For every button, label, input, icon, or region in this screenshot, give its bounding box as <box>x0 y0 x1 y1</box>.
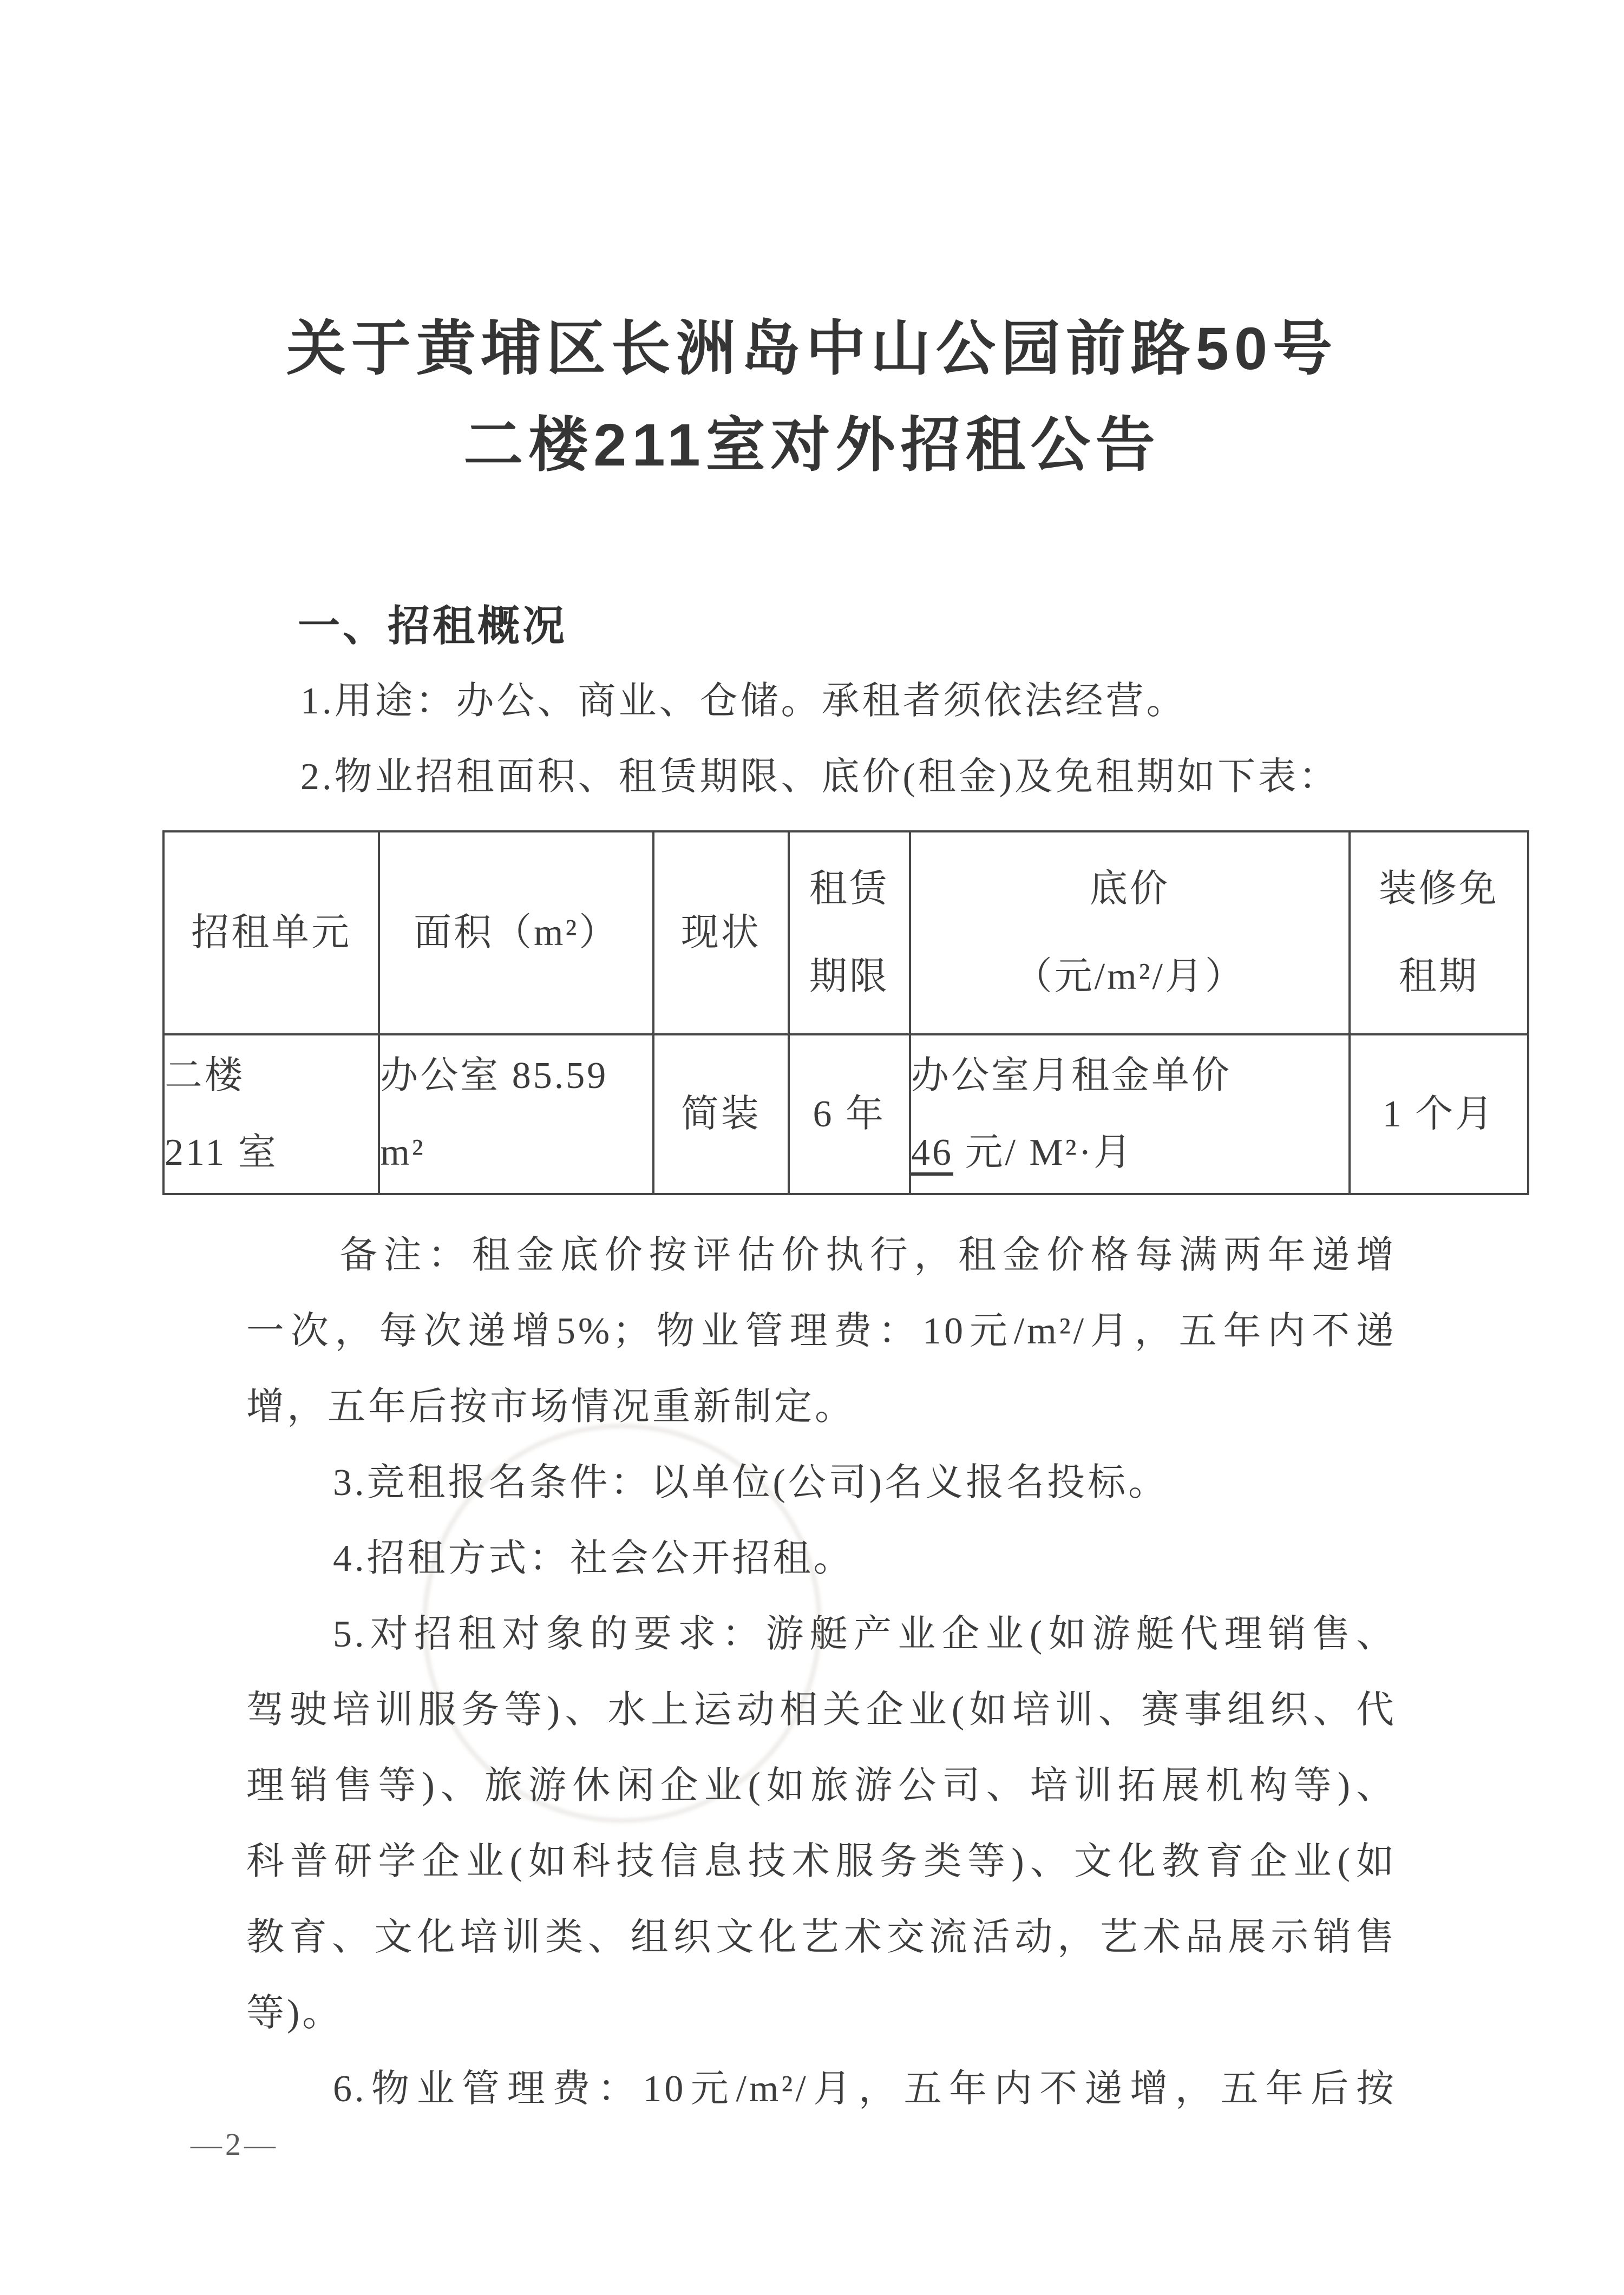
text-line: 6.物业管理费：10元/m²/月，五年内不递增，五年后按 <box>333 2068 1397 2110</box>
cell-area <box>379 1034 653 1194</box>
text-line: 1.用途：办公、商业、仓储。承租者须依法经营。 <box>300 680 1187 722</box>
header-cell-base-price <box>910 831 1350 1034</box>
cell-rent-free <box>1350 1034 1528 1194</box>
cell-text: 211 室 <box>165 1131 278 1173</box>
table-header-row <box>163 831 1528 1034</box>
cell-text: 1 个月 <box>1382 1093 1496 1135</box>
header-text: 底价 <box>1089 868 1170 910</box>
paragraph-tenant-requirements <box>246 1597 1397 2051</box>
text-line: 一次，每次递增5%；物业管理费：10元/m²/月，五年内不递 <box>246 1310 1397 1352</box>
cell-base-price <box>910 1034 1350 1194</box>
cell-condition <box>653 1034 789 1194</box>
paragraph-rental-method <box>246 1521 1397 1597</box>
text-line: 驾驶培训服务等)、水上运动相关企业(如培训、赛事组织、代 <box>246 1689 1397 1731</box>
header-text: 现状 <box>680 912 761 954</box>
document-title <box>0 301 1624 494</box>
text-line: 理销售等)、旅游休闲企业(如旅游公司、培训拓展机构等)、 <box>246 1765 1397 1807</box>
price-unit-text: 元/ M²·月 <box>953 1131 1134 1173</box>
header-text: 招租单元 <box>191 912 352 954</box>
header-cell-area <box>379 831 653 1034</box>
cell-text <box>911 1114 1348 1191</box>
header-cell-lease-term <box>789 831 910 1034</box>
text-line: 增，五年后按市场情况重新制定。 <box>246 1386 855 1428</box>
paragraph-note <box>246 1218 1397 1445</box>
header-text: （元/m²/月） <box>1014 955 1246 998</box>
header-cell-unit <box>163 831 379 1034</box>
cell-lease-term <box>789 1034 910 1194</box>
text-line: 2.物业招租面积、租赁期限、底价(租金)及免租期如下表： <box>300 756 1340 798</box>
paragraph-table-intro <box>246 739 1397 815</box>
table-data-row <box>163 1034 1528 1194</box>
paragraph-bid-condition <box>246 1445 1397 1521</box>
cell-unit <box>163 1034 379 1194</box>
header-text: 租赁 <box>809 868 889 910</box>
price-value-underlined: 46 <box>911 1131 953 1173</box>
header-cell-condition <box>653 831 789 1034</box>
header-text: 租期 <box>1398 955 1479 998</box>
cell-text: 二楼 <box>165 1054 245 1097</box>
paragraph-management-fee <box>246 2051 1397 2127</box>
cell-text: 简装 <box>680 1093 761 1135</box>
title-line-1: 关于黄埔区长洲岛中山公园前路50号 <box>286 316 1338 382</box>
header-cell-rent-free <box>1350 831 1528 1034</box>
header-text: 装修免 <box>1378 868 1499 910</box>
text-line: 等)。 <box>246 1992 343 2034</box>
header-text: 面积（m²） <box>413 912 619 954</box>
text-line: 备注：租金底价按评估价执行，租金价格每满两年递增 <box>339 1235 1397 1276</box>
cell-text: m² <box>380 1131 425 1173</box>
text-line: 4.招租方式：社会公开招租。 <box>333 1538 854 1579</box>
section-heading: 一、招租概况 <box>298 602 568 650</box>
text-line: 5.对招租对象的要求：游艇产业企业(如游艇代理销售、 <box>333 1614 1397 1655</box>
text-line: 3.竞租报名条件：以单位(公司)名义报名投标。 <box>333 1462 1169 1504</box>
header-text: 期限 <box>809 955 889 998</box>
paragraph-usage <box>246 664 1397 739</box>
text-line: 科普研学企业(如科技信息技术服务类等)、文化教育企业(如 <box>246 1841 1397 1883</box>
rental-info-table <box>162 830 1529 1195</box>
page-number: —2— <box>191 2127 279 2162</box>
cell-text: 6 年 <box>813 1093 886 1135</box>
text-line: 教育、文化培训类、组织文化艺术交流活动，艺术品展示销售 <box>246 1917 1397 1958</box>
cell-text: 办公室月租金单价 <box>911 1054 1232 1097</box>
document-body <box>165 588 1499 2127</box>
title-line-2: 二楼211室对外招租公告 <box>463 412 1161 478</box>
cell-text: 办公室 85.59 <box>380 1054 608 1097</box>
